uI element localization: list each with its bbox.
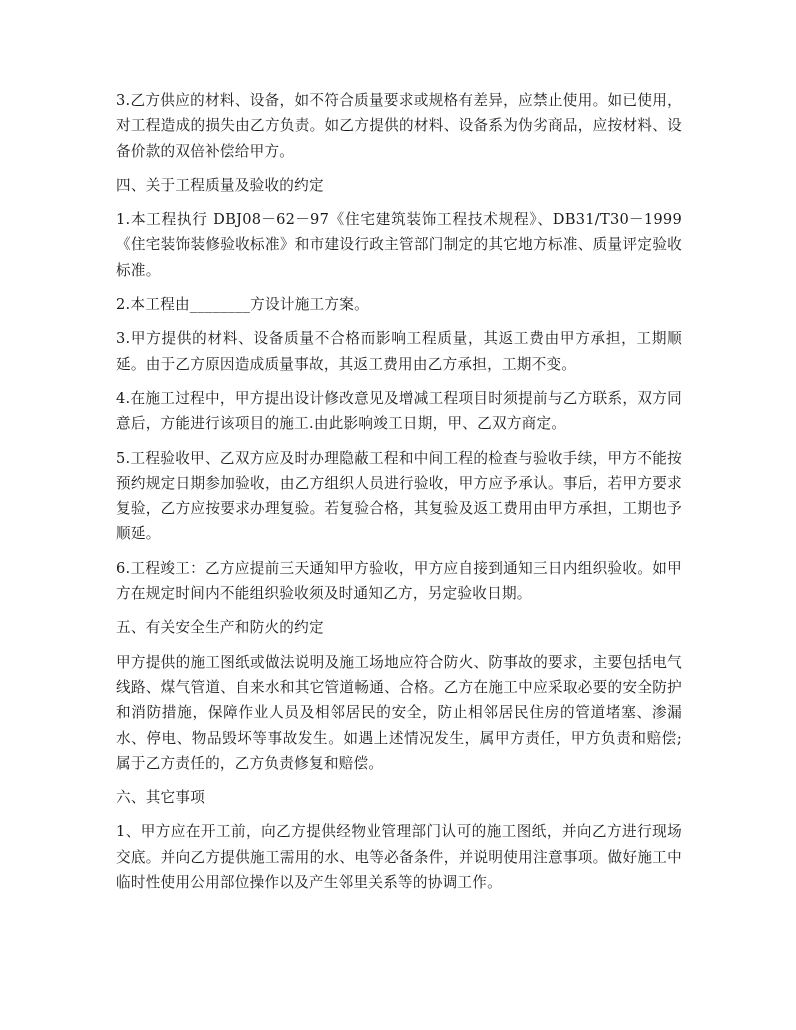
paragraph-design-party: 2.本工程由________方设计施工方案。 <box>116 296 369 314</box>
paragraph-safety-fire: 甲方提供的施工图纸或做法说明及施工场地应符合防火、防事故的要求，主要包括电气线路、煤气管道、自来水和其它管道畅通、合格。乙方在施工中应采取必要的安全防护和消防措施，保障作业人员及相邻居民的安全，防止相邻居民住房的管道堵塞、渗漏水、停电、物品毁坏等事故发生。如遇上述情况发生，属甲方责任，甲方负责和赔偿;属于乙方责任的，乙方负责修复和赔偿。 <box>116 653 682 772</box>
paragraph-standards: 1.本工程执行 DBJ08－62－97《住宅建筑装饰工程技术规程》、DB31/T30－1999《住宅装饰装修验收标准》和市建设行政主管部门制定的其它地方标准、质量评定验收标准。 <box>116 211 682 279</box>
section-heading-safety: 五、有关安全生产和防火的约定 <box>116 619 324 637</box>
paragraph-completion: 6.工程竣工：乙方应提前三天通知甲方验收，甲方应自接到通知三日内组织验收。如甲方在规定时间内不能组织验收须及时通知乙方，另定验收日期。 <box>116 559 682 603</box>
section-heading-quality-acceptance: 四、关于工程质量及验收的约定 <box>116 176 324 194</box>
document-page <box>116 88 682 904</box>
section-heading-other: 六、其它事项 <box>116 789 206 807</box>
paragraph-other-items: 1、甲方应在开工前，向乙方提供经物业管理部门认可的施工图纸，并向乙方进行现场交底。并向乙方提供施工需用的水、电等必备条件，并说明使用注意事项。做好施工中临时性使用公用部位操作以及产生邻里关系等的协调工作。 <box>116 823 682 892</box>
paragraph-inspection: 5.工程验收甲、乙双方应及时办理隐蔽工程和中间工程的检查与验收手续，甲方不能按预约规定日期参加验收，由乙方组织人员进行验收，甲方应予承认。事后，若甲方要求复验，乙方应按要求办理复验。若复验合格，其复验及返工费用由甲方承担，工期也予顺延。 <box>116 449 682 543</box>
paragraph-design-changes: 4.在施工过程中，甲方提出设计修改意见及增减工程项目时须提前与乙方联系，双方同意后，方能进行该项目的施工.由此影响竣工日期，甲、乙双方商定。 <box>116 389 682 433</box>
paragraph-materials-quality: 3.乙方供应的材料、设备，如不符合质量要求或规格有差异，应禁止使用。如已使用，对工程造成的损失由乙方负责。如乙方提供的材料、设备系为伪劣商品，应按材料、设备价款的双倍补偿给甲方。 <box>116 92 682 160</box>
paragraph-rework-costs: 3.甲方提供的材料、设备质量不合格而影响工程质量，其返工费由甲方承担，工期顺延。由于乙方原因造成质量事故，其返工费用由乙方承担，工期不变。 <box>116 330 682 373</box>
